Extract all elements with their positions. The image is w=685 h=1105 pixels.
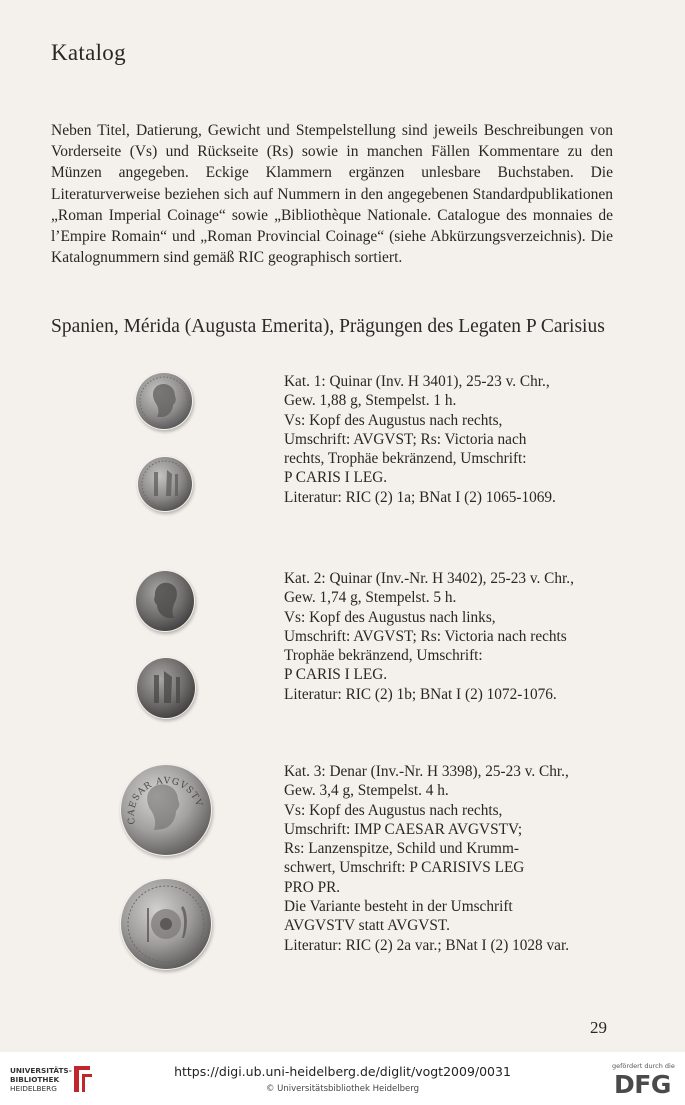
entry-line: Die Variante besteht in der Umschrift xyxy=(284,898,513,916)
page-number: 29 xyxy=(590,1018,607,1037)
entry-line: PRO PR. xyxy=(284,878,341,896)
entry-line: Vs: Kopf des Augustus nach rechts, xyxy=(284,801,503,819)
entry-line: Vs: Kopf des Augustus nach links, xyxy=(284,608,496,626)
coin-shield-image xyxy=(120,878,212,970)
footer-bar xyxy=(0,1052,685,1105)
coin-kat3-reverse xyxy=(120,878,212,970)
entry-line: Rs: Lanzenspitze, Schild und Krumm- xyxy=(284,840,519,858)
entry-line: Trophäe bekränzend, Umschrift: xyxy=(284,647,483,665)
coin-victoria-image xyxy=(136,657,196,719)
entry-line: AVGVSTV statt AVGVST. xyxy=(284,917,450,935)
entry-line: Kat. 1: Quinar (Inv. H 3401), 25-23 v. Chr., xyxy=(284,373,550,390)
copyright-notice: © Universitätsbibliothek Heidelberg xyxy=(265,1084,419,1094)
entry-line: rechts, Trophäe bekränzend, Umschrift: xyxy=(284,450,527,468)
entry-line: Umschrift: AVGVST; Rs: Victoria nach rechts xyxy=(284,627,567,645)
coin-kat1-obverse xyxy=(135,372,193,430)
entry-line: Literatur: RIC (2) 1b; BNat I (2) 1072-1076. xyxy=(284,685,557,703)
catalog-entry-kat1 xyxy=(284,372,614,507)
source-url-link[interactable]: https://digi.ub.uni-heidelberg.de/diglit/vogt2009/0031 xyxy=(174,1064,511,1079)
coin-portrait-image xyxy=(135,570,195,632)
catalog-entry-kat3 xyxy=(284,762,614,955)
dfg-logo: DFG xyxy=(614,1070,671,1099)
coin-portrait-image xyxy=(135,372,193,430)
entry-label: Kat. 3: xyxy=(284,763,330,780)
library-line-1: UNIVERSITÄTS- xyxy=(10,1066,72,1075)
coin-victoria-image xyxy=(137,456,193,512)
entry-label: Kat. 1: xyxy=(284,373,330,390)
entry-line: Kat. 2: Quinar (Inv.-Nr. H 3402), 25-23 v. Chr., xyxy=(284,570,574,587)
entry-line: P CARIS I LEG. xyxy=(284,666,388,684)
section-heading: Spanien, Mérida (Augusta Emerita), Prägungen des Legaten P Carisius xyxy=(51,316,605,337)
library-line-3: HEIDELBERG xyxy=(10,1084,57,1093)
entry-line: Gew. 3,4 g, Stempelst. 4 h. xyxy=(284,782,449,800)
coin-kat2-obverse xyxy=(135,570,195,632)
entry-line: Vs: Kopf des Augustus nach rechts, xyxy=(284,411,503,429)
library-line-2: BIBLIOTHEK xyxy=(10,1075,60,1084)
coin-kat1-reverse xyxy=(137,456,193,512)
coin-augustus-portrait xyxy=(120,764,212,856)
page-title: Katalog xyxy=(51,40,126,65)
intro-paragraph: Neben Titel, Datierung, Gewicht und Stempelstellung sind jeweils Beschreibungen von Vorderseite (Vs) und Rückseite (Rs) sowie in manchen Fällen Kommentare zu den Münzen angegeben. Eckige Klammern ergänzen unlesbare Buchstaben. Die Literaturverweise beziehen sich auf Nummern in den angegebenen Standardpublikationen „Roman Imperial Coinage“ sowie „Bibliothèque Nationale. Catalogue des monnaies de l’Empire Romain“ und „Roman Provincial Coinage“ (siehe Abkürzungsverzeichnis). Die Katalognummern sind gemäß RIC geographisch sortiert. xyxy=(51,122,613,267)
coin-kat3-obverse xyxy=(120,764,212,856)
entry-line: Kat. 3: Denar (Inv.-Nr. H 3398), 25-23 v. Chr., xyxy=(284,763,569,780)
entry-line: schwert, Umschrift: P CARISIVS LEG xyxy=(284,859,525,877)
coin-kat2-reverse xyxy=(136,657,196,719)
entry-line: Literatur: RIC (2) 1a; BNat I (2) 1065-1069. xyxy=(284,488,556,506)
entry-line: Gew. 1,74 g, Stempelst. 5 h. xyxy=(284,589,457,607)
coin-kat3-obverse-legend: CAESAR AVGVSTV xyxy=(126,776,204,825)
entry-line: Literatur: RIC (2) 2a var.; BNat I (2) 1028 var. xyxy=(284,936,570,954)
entry-line: Umschrift: IMP CAESAR AVGVSTV; xyxy=(284,820,523,838)
entry-line: Gew. 1,88 g, Stempelst. 1 h. xyxy=(284,392,457,410)
catalog-entry-kat2 xyxy=(284,569,614,704)
entry-line: Umschrift: AVGVST; Rs: Victoria nach xyxy=(284,430,527,448)
entry-line: P CARIS I LEG. xyxy=(284,469,388,487)
dfg-caption: gefördert durch die xyxy=(612,1062,675,1070)
entry-label: Kat. 2: xyxy=(284,570,330,587)
